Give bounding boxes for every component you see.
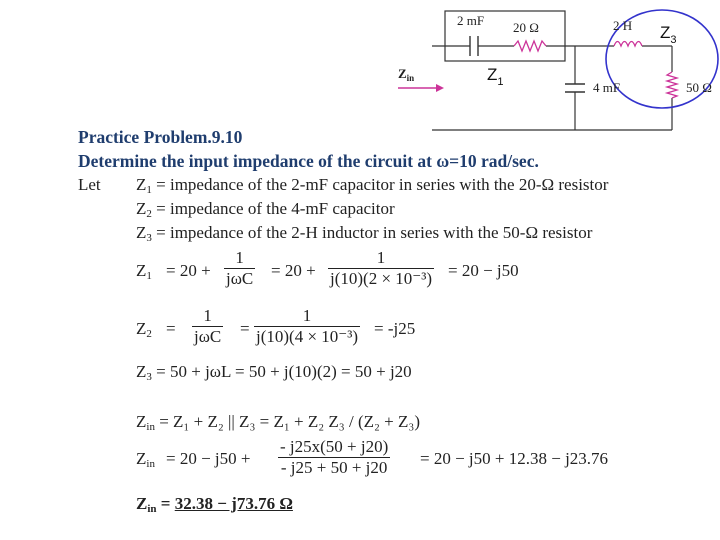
cap2-label: 4 mF [593, 80, 621, 95]
inductor-2h [614, 42, 642, 47]
equation-answer: $Z_{in} = 32.38 - j73.76$ Ω [136, 494, 293, 515]
capacitor-4mf [565, 84, 585, 92]
z3-label: $Z_3$ [660, 23, 677, 46]
def-z1: $Z_1$ = impedance of the 2-mF capacitor in series with the 20-Ω resistor [136, 175, 609, 196]
equation-z3: $Z_3 = 50 + j\omega L = 50 + j(10)(2) = 50 + j20$ [136, 362, 412, 383]
inductor-label: 2 H [613, 18, 633, 33]
equation-zin-formula: $Z_{in} = Z_1 + Z_2$ || Z₃ = Z₁ + Z₂ Z₃ / (Z₂ + Z₃) [136, 412, 420, 433]
res1-label: 20 Ω [513, 20, 539, 35]
problem-question: Determine the input impedance of the circuit at ω=10 rad/sec. [78, 151, 539, 171]
problem-title: Practice Problem.9.10 [78, 127, 243, 147]
equation-zin-value: $Z_{in}$ = 20 − j50 + $\frac{- j25x(50 + j20)}{- j25 + 50 + j20}$ = 20 − j50 + 12.38 − j23.76 [136, 437, 609, 477]
equation-z2: $Z_2$ = 1 jωC = $\frac{1}{\text{j(10)(4 × 10⁻³)}}$ = -j25 [136, 306, 416, 346]
cap1-label: 2 mF [457, 13, 485, 28]
wires [432, 46, 672, 130]
zin-label: $Z_{in}$ [398, 66, 415, 83]
res2-label: 50 Ω [686, 80, 712, 95]
answer-value: 32.38 − j73.76 Ω [174, 494, 293, 513]
resistor-50-ohm [667, 72, 677, 98]
resistor-20-ohm [514, 41, 546, 51]
def-z2: $Z_2$ = impedance of the 4-mF capacitor [136, 199, 395, 220]
def-z3: $Z_3$ = impedance of the 2-H inductor in series with the 50-Ω resistor [136, 223, 593, 244]
z1-label: $Z_1$ [487, 65, 504, 88]
zin-arrow [398, 84, 444, 92]
capacitor-2mf [470, 36, 478, 56]
let-label: Let [78, 175, 101, 194]
circuit-diagram [0, 0, 720, 140]
equation-z1: $Z_1$ = 20 + 1 jωC = 20 + $\frac{1}{\text{j(10)(2 × 10⁻³)}}$ = 20 − j50 [136, 248, 519, 288]
